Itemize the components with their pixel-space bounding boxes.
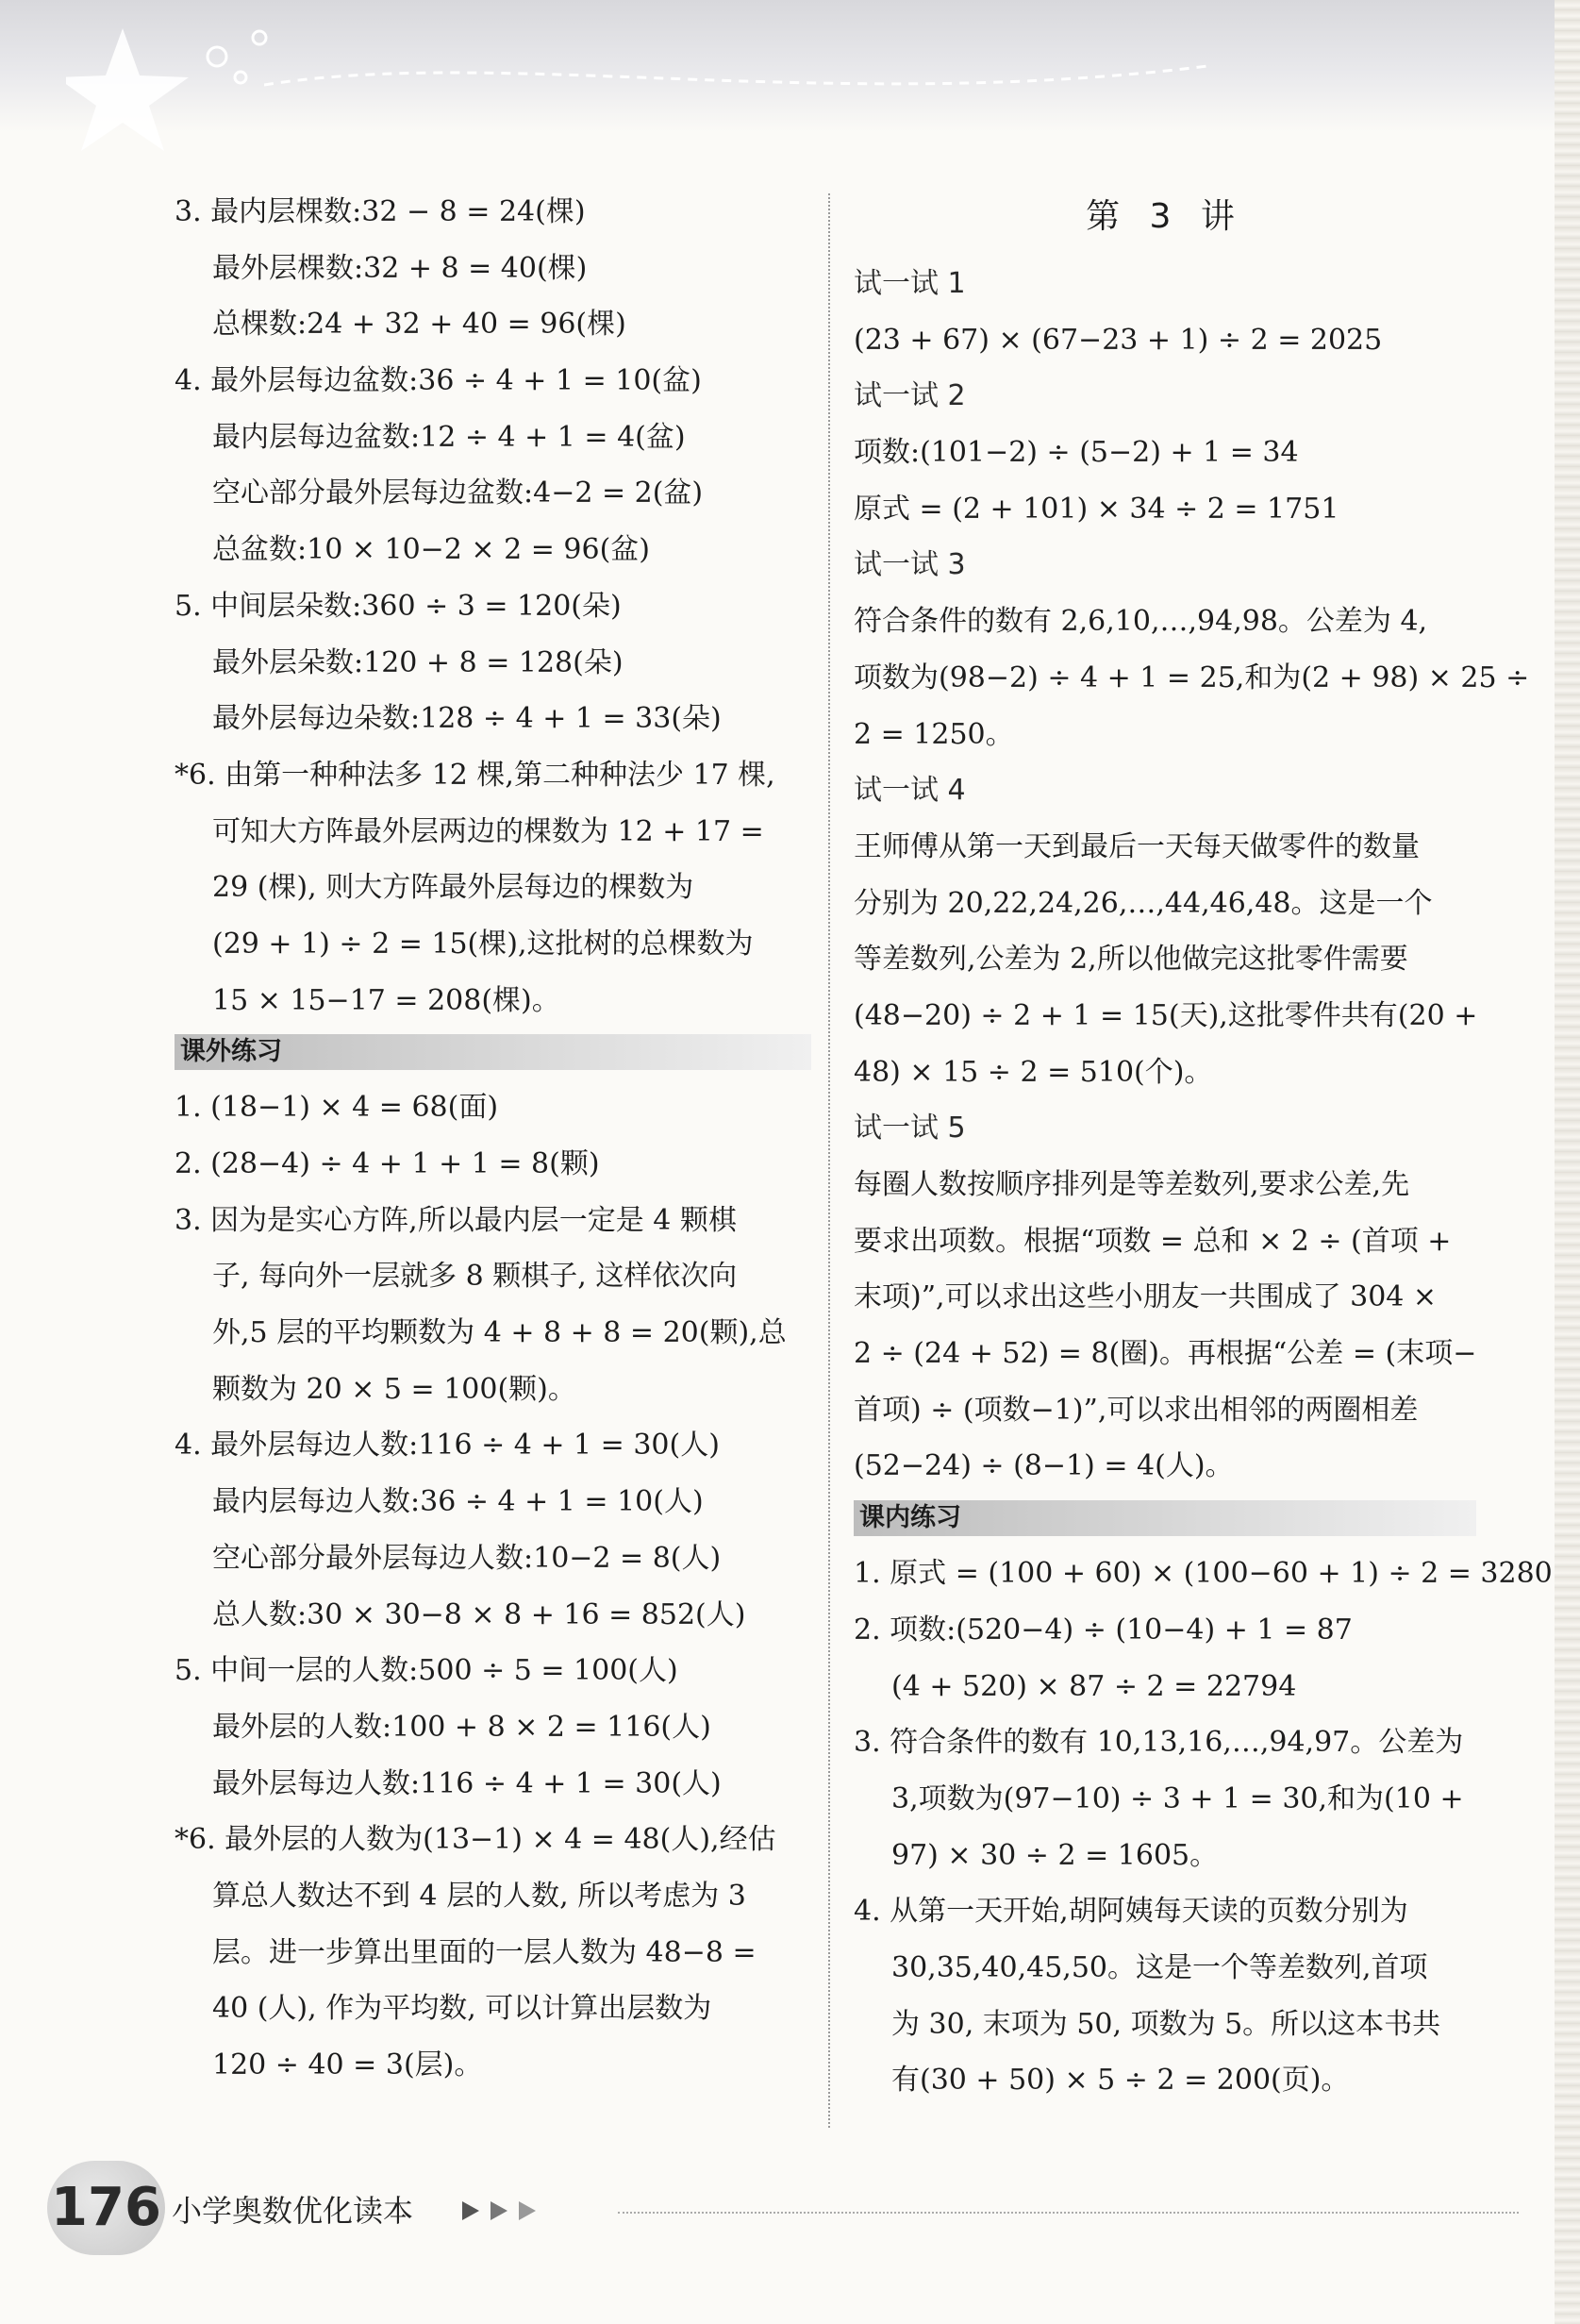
answer-line: 2 ÷ (24 + 52) = 8(圈)。再根据“公差 = (末项− (854, 1337, 1477, 1371)
swoosh-decoration (264, 38, 1207, 113)
answer-line: 5. 中间一层的人数:500 ÷ 5 = 100(人) (175, 1654, 678, 1688)
answer-line: 层。进一步算出里面的一层人数为 48−8 = (212, 1935, 757, 1969)
answer-line: 为 30, 末项为 50, 项数为 5。所以这本书共 (891, 2007, 1441, 2041)
trial-label: 试一试 4 (854, 774, 966, 808)
answer-line: 项数为(98−2) ÷ 4 + 1 = 25,和为(2 + 98) × 25 ÷ (854, 660, 1530, 694)
answer-line: 分别为 20,22,24,26,…,44,46,48。这是一个 (854, 886, 1433, 920)
answer-line: 3. 最内层棵数:32 − 8 = 24(棵) (175, 195, 586, 228)
answer-line: 空心部分最外层每边人数:10−2 = 8(人) (212, 1541, 722, 1575)
right-trials-block (854, 256, 1530, 1495)
right-practice-block (854, 1546, 1553, 2109)
answer-line: (29 + 1) ÷ 2 = 15(棵),这批树的总棵数为 (212, 927, 754, 961)
answer-line: 末项)”,可以求出这些小朋友一共围成了 304 × (854, 1280, 1438, 1314)
column-divider (828, 193, 830, 2128)
answer-line: 最外层棵数:32 + 8 = 40(棵) (212, 251, 588, 285)
answer-line: 15 × 15−17 = 208(棵)。 (212, 983, 560, 1017)
answer-line: 最外层朵数:120 + 8 = 128(朵) (212, 645, 624, 679)
page-footer (47, 2161, 1519, 2255)
answer-line: 40 (人), 作为平均数, 可以计算出层数为 (212, 1992, 712, 2026)
footer-rule (618, 2212, 1519, 2214)
answer-line: 2. 项数:(520−4) ÷ (10−4) + 1 = 87 (854, 1613, 1353, 1647)
lecture-title: 第 3 讲 (1086, 197, 1244, 236)
answer-line: 最内层每边人数:36 ÷ 4 + 1 = 10(人) (212, 1485, 704, 1519)
answer-line: (52−24) ÷ (8−1) = 4(人)。 (854, 1449, 1234, 1483)
answer-line: 3. 符合条件的数有 10,13,16,…,94,97。公差为 (854, 1726, 1464, 1760)
trial-label: 试一试 1 (854, 267, 966, 300)
answer-line: 30,35,40,45,50。这是一个等差数列,首项 (891, 1950, 1428, 1984)
answer-line: 总棵数:24 + 32 + 40 = 96(棵) (212, 308, 626, 342)
answer-line: 最外层每边人数:116 ÷ 4 + 1 = 30(人) (212, 1766, 722, 1800)
answer-line: 4. 从第一天开始,胡阿姨每天读的页数分别为 (854, 1895, 1408, 1929)
answer-line: 王师傅从第一天到最后一天每天做零件的数量 (854, 829, 1420, 863)
answer-line: 最外层的人数:100 + 8 × 2 = 116(人) (212, 1710, 711, 1744)
answer-line: 总人数:30 × 30−8 × 8 + 16 = 852(人) (212, 1597, 746, 1631)
answer-line: 算总人数达不到 4 层的人数, 所以考虑为 3 (212, 1879, 746, 1913)
answer-line: 项数:(101−2) ÷ (5−2) + 1 = 34 (854, 436, 1299, 470)
answer-line: 等差数列,公差为 2,所以他做完这批零件需要 (854, 943, 1408, 977)
answer-line: 每圈人数按顺序排列是等差数列,要求公差,先 (854, 1168, 1410, 1201)
answer-line: 首项) ÷ (项数−1)”,可以求出相邻的两圈相差 (854, 1393, 1419, 1427)
answer-line: 2. (28−4) ÷ 4 + 1 + 1 = 8(颗) (175, 1147, 600, 1180)
section-header-extracurricular: 课外练习 (175, 1034, 811, 1070)
answer-line: 2 = 1250。 (854, 717, 1014, 751)
answer-line: 97) × 30 ÷ 2 = 1605。 (891, 1838, 1219, 1872)
answer-line: 29 (棵), 则大方阵最外层每边的棵数为 (212, 871, 694, 905)
answer-line: 5. 中间层朵数:360 ÷ 3 = 120(朵) (175, 589, 622, 623)
star-icon (66, 19, 274, 151)
answer-line: (4 + 520) × 87 ÷ 2 = 22794 (891, 1669, 1297, 1703)
left-practice-block (175, 1079, 811, 2093)
section-header-in-class: 课内练习 (854, 1500, 1476, 1536)
answer-line: 3. 因为是实心方阵,所以最内层一定是 4 颗棋 (175, 1203, 737, 1237)
page-number: 176 (47, 2161, 165, 2255)
answer-line: 子, 每向外一层就多 8 颗棋子, 这样依次向 (212, 1260, 738, 1294)
answer-line: 总盆数:10 × 10−2 × 2 = 96(盆) (212, 533, 650, 567)
answer-line: 3,项数为(97−10) ÷ 3 + 1 = 30,和为(10 + (891, 1781, 1464, 1815)
answer-line: 有(30 + 50) × 5 ÷ 2 = 200(页)。 (891, 2064, 1350, 2098)
answer-line: 最外层每边朵数:128 ÷ 4 + 1 = 33(朵) (212, 702, 722, 736)
arrows-icon (462, 2197, 604, 2225)
answer-line: *6. 由第一种种法多 12 棵,第二种种法少 17 棵, (175, 758, 775, 792)
answer-line: (23 + 67) × (67−23 + 1) ÷ 2 = 2025 (854, 323, 1383, 357)
answer-line: 1. 原式 = (100 + 60) × (100−60 + 1) ÷ 2 = 3280 (854, 1557, 1553, 1591)
answer-line: *6. 最外层的人数为(13−1) × 4 = 48(人),经估 (175, 1823, 776, 1857)
trial-label: 试一试 5 (854, 1112, 966, 1145)
torn-page-edge (1555, 0, 1580, 2324)
answer-line: 颗数为 20 × 5 = 100(颗)。 (212, 1372, 576, 1406)
answer-line: 空心部分最外层每边盆数:4−2 = 2(盆) (212, 477, 704, 510)
answer-line: 1. (18−1) × 4 = 68(面) (175, 1091, 499, 1125)
answer-line: 120 ÷ 40 = 3(层)。 (212, 2048, 483, 2082)
answer-line: 原式 = (2 + 101) × 34 ÷ 2 = 1751 (854, 492, 1339, 526)
left-answers-block (175, 184, 811, 1028)
trial-label: 试一试 2 (854, 379, 966, 413)
answer-line: 48) × 15 ÷ 2 = 510(个)。 (854, 1055, 1213, 1089)
answer-line: 4. 最外层每边人数:116 ÷ 4 + 1 = 30(人) (175, 1429, 720, 1463)
answer-line: 外,5 层的平均颗数为 4 + 8 + 8 = 20(颗),总 (212, 1316, 787, 1350)
answer-line: 可知大方阵最外层两边的棵数为 12 + 17 = (212, 814, 764, 848)
answer-line: 最内层每边盆数:12 ÷ 4 + 1 = 4(盆) (212, 420, 686, 454)
answer-line: 符合条件的数有 2,6,10,…,94,98。公差为 4, (854, 605, 1428, 639)
left-column (175, 184, 811, 2094)
right-column (854, 184, 1553, 2109)
trial-label: 试一试 3 (854, 548, 966, 582)
answer-line: 4. 最外层每边盆数:36 ÷ 4 + 1 = 10(盆) (175, 364, 702, 398)
book-title: 小学奥数优化读本 (172, 2193, 414, 2229)
answer-line: (48−20) ÷ 2 + 1 = 15(天),这批零件共有(20 + (854, 998, 1478, 1032)
answer-line: 要求出项数。根据“项数 = 总和 × 2 ÷ (首项 + (854, 1224, 1452, 1258)
